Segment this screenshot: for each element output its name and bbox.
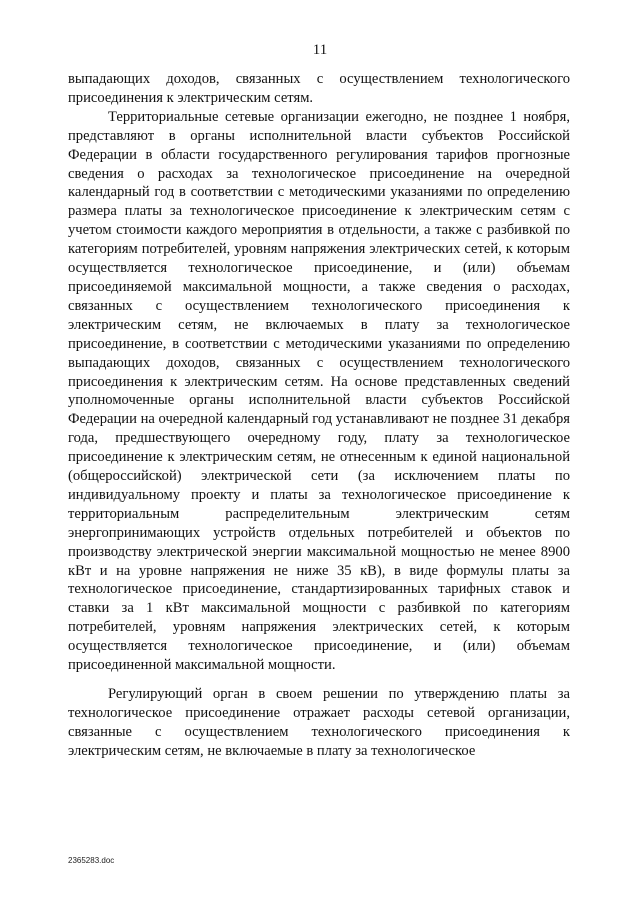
page-number: 11 — [312, 42, 328, 58]
file-name-footer: 2365283.doc — [68, 856, 115, 865]
paragraph-tariff-procedure: Территориальные сетевые организации ежегодно, не позднее 1 ноября, представляют в органы исполнительной власти субъектов Российской Федерации в области государственного регулирования тарифов прогнозные сведения о расходах за технологическое присоединение на очередной календарный год в соответствии с методическими указаниями по определению размера платы за технологическое присоединение к электрическим сетям с учетом стоимости каждого мероприятия в отдельности, а также с разбивкой по категориям потребителей, уровням напряжения электрических сетей, к которым осуществляется технологическое присоединение, и (или) объемам присоединяемой максимальной мощности, а также сведения о расходах, связанных с осуществлением технологического присоединения к электрическим сетям, не включаемых в плату за технологическое присоединение, в соответствии с методическими указаниями по определению выпадающих доходов, связанных с осуществлением технологического присоединения к электрическим сетям. На основе представленных сведений уполномоченные органы исполнительной власти субъектов Российской Федерации на очередной календарный год устанавливают не позднее 31 декабря года, предшествующего очередному году, плату за технологическое присоединение к электрическим сетям, не отнесенным к единой национальной (общероссийской) электрической сети (за исключением платы по индивидуальному проекту и платы за технологическое присоединение к территориальным распределительным электрическим сетям энергопринимающих устройств отдельных потребителей и объектов по производству электрической энергии максимальной мощностью не менее 8900 кВт и на уровне напряжения не ниже 35 кВ), в виде формулы платы за технологическое присоединение, стандартизированных тарифных ставок и ставки за 1 кВт максимальной мощности с разбивкой по категориям потребителей, уровням напряжения электрических сетей, к которым осуществляется технологическое присоединение, и (или) объемам присоединенной максимальной мощности. — [68, 108, 570, 674]
paragraph-regulator-decision: Регулирующий орган в своем решении по утверждению платы за технологическое присоединение отражает расходы сетевой организации, связанные с осуществлением технологического присоединения к электрическим сетям, не включаемые в плату за технологическое — [68, 686, 570, 759]
document-body — [68, 70, 570, 761]
paragraph-continuation: выпадающих доходов, связанных с осуществлением технологического присоединения к электрическим сетям. — [68, 71, 570, 106]
